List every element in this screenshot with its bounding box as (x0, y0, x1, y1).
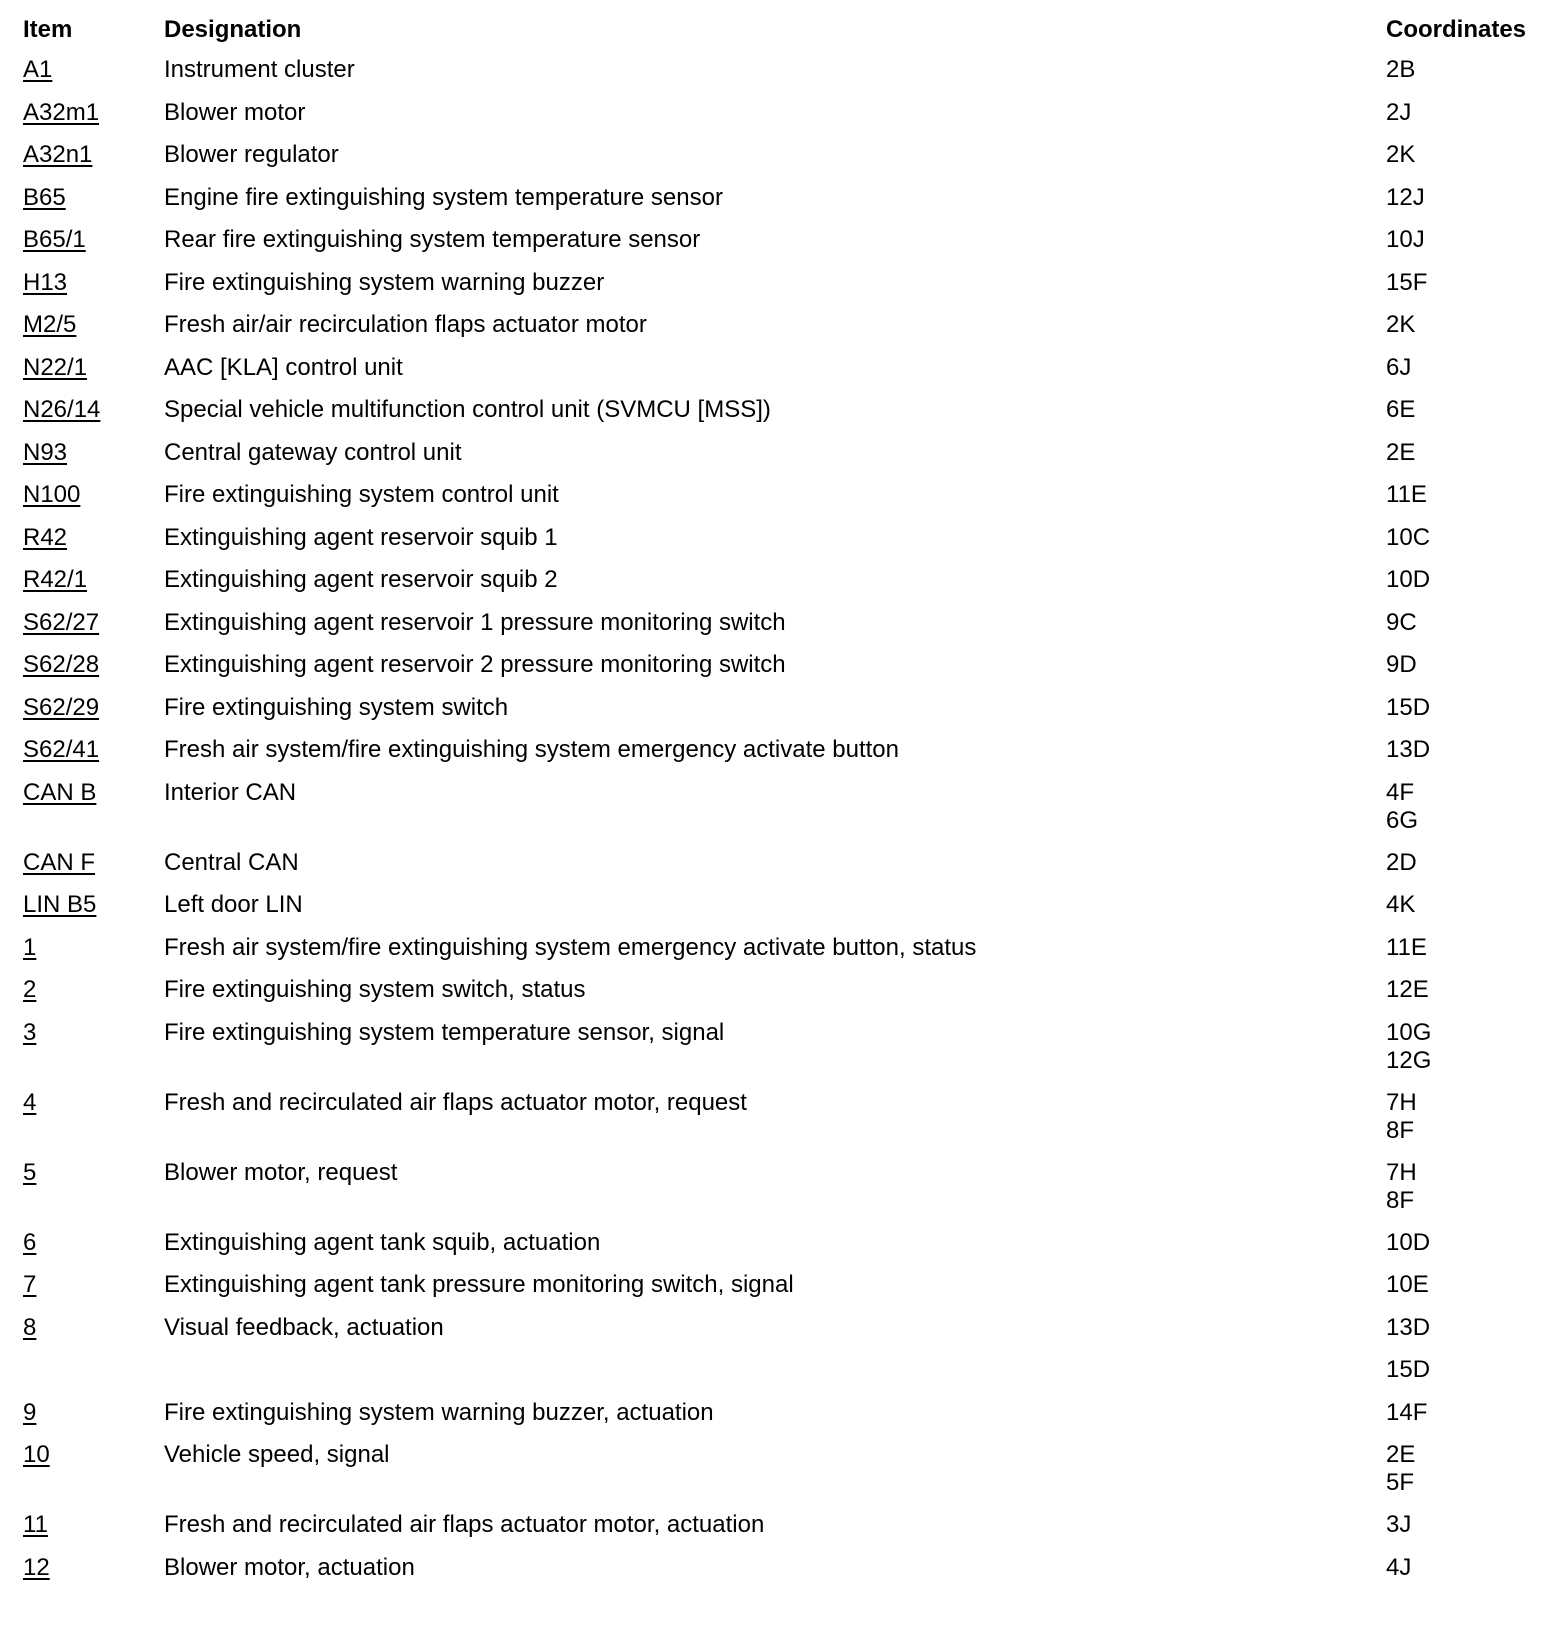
designation-cell: Fire extinguishing system warning buzzer (164, 268, 605, 296)
item-cell (23, 1271, 164, 1299)
designation-cell: Blower motor, request (164, 1158, 398, 1186)
coordinates-cell: 2J (1386, 98, 1412, 126)
item-cell (23, 1159, 164, 1187)
coordinates-cell: 12E (1386, 976, 1429, 1003)
coordinates-cell: 15F (1386, 268, 1428, 296)
designation-cell: Left door LIN (164, 891, 303, 918)
item-link[interactable]: N93 (23, 438, 68, 466)
coordinates-cell: 7H 8F (1386, 1158, 1417, 1214)
designation-cell: Fire extinguishing system switch, status (164, 976, 586, 1003)
designation-cell: AAC [KLA] control unit (164, 353, 403, 381)
designation-cell: Fresh and recirculated air flaps actuator motor, actuation (164, 1511, 765, 1538)
item-link[interactable]: N26/14 (23, 396, 101, 423)
item-cell (23, 141, 164, 169)
legend-row (23, 439, 1553, 482)
item-cell (23, 694, 164, 722)
designation-column-header: Designation (164, 16, 302, 43)
coordinates-cell: 2D (1386, 848, 1417, 876)
designation-cell: Fresh air system/fire extinguishing system emergency activate button, status (164, 933, 977, 961)
coordinates-cell: 14F (1386, 1398, 1428, 1426)
legend-row (23, 226, 1553, 269)
item-cell (23, 481, 164, 509)
designation-cell: Interior CAN (164, 778, 297, 806)
item-link[interactable]: S62/27 (23, 608, 100, 636)
item-link[interactable]: 10 (23, 1441, 50, 1468)
legend-row (23, 1019, 1553, 1089)
designation-cell: Special vehicle multifunction control unit (SVMCU [MSS]) (164, 396, 771, 423)
item-cell (23, 1019, 164, 1047)
designation-cell: Extinguishing agent reservoir 2 pressure monitoring switch (164, 651, 786, 678)
item-cell (23, 56, 164, 84)
designation-cell: Fire extinguishing system warning buzzer, actuation (164, 1398, 714, 1426)
item-link[interactable]: R42/1 (23, 566, 88, 593)
item-link[interactable]: R42 (23, 523, 68, 551)
item-cell (23, 934, 164, 962)
legend-row (23, 1229, 1553, 1272)
coordinates-cell: 10D (1386, 1228, 1431, 1256)
item-link[interactable]: 9 (23, 1398, 37, 1426)
item-link[interactable]: CAN B (23, 778, 97, 806)
coordinates-cell: 15D (1386, 693, 1431, 721)
item-link[interactable]: CAN F (23, 848, 95, 876)
coordinates-cell: 4F 6G (1386, 778, 1419, 834)
item-link[interactable]: 7 (23, 1271, 37, 1298)
item-link[interactable]: N22/1 (23, 353, 88, 381)
legend-row (23, 396, 1553, 439)
item-link[interactable]: B65/1 (23, 226, 86, 253)
item-link[interactable]: 2 (23, 976, 37, 1003)
designation-cell: Extinguishing agent tank squib, actuation (164, 1228, 601, 1256)
designation-cell: Instrument cluster (164, 56, 355, 83)
item-link[interactable]: 6 (23, 1228, 37, 1256)
coordinates-cell: 12J (1386, 183, 1425, 211)
legend-row (23, 524, 1553, 567)
item-link[interactable]: LIN B5 (23, 891, 97, 918)
item-cell (23, 1554, 164, 1582)
coordinates-cell: 2K (1386, 141, 1416, 168)
legend-row (23, 354, 1553, 397)
coordinates-cell: 9D (1386, 651, 1417, 678)
legend-row (23, 651, 1553, 694)
item-cell (23, 779, 164, 807)
legend-row (23, 1159, 1553, 1229)
item-cell (23, 849, 164, 877)
designation-cell: Fire extinguishing system control unit (164, 481, 559, 508)
legend-row (23, 1441, 1553, 1511)
item-cell (23, 269, 164, 297)
designation-cell: Fresh air system/fire extinguishing system emergency activate button (164, 736, 899, 763)
designation-cell: Fresh air/air recirculation flaps actuator motor (164, 311, 647, 338)
item-link[interactable]: M2/5 (23, 311, 77, 338)
designation-cell: Central CAN (164, 848, 299, 876)
item-cell (23, 396, 164, 424)
designation-cell: Visual feedback, actuation (164, 1313, 444, 1341)
coordinates-cell: 11E (1386, 481, 1427, 508)
item-link[interactable]: 8 (23, 1313, 37, 1341)
coordinates-cell: 10C (1386, 523, 1431, 551)
legend-row (23, 56, 1553, 99)
item-cell (23, 226, 164, 254)
designation-cell: Central gateway control unit (164, 438, 462, 466)
designation-cell: Extinguishing agent reservoir 1 pressure monitoring switch (164, 608, 786, 636)
item-link[interactable]: 12 (23, 1553, 50, 1581)
item-link[interactable]: 5 (23, 1158, 37, 1186)
legend-row (23, 976, 1553, 1019)
legend-row (23, 1314, 1553, 1357)
designation-cell: Extinguishing agent tank pressure monitoring switch, signal (164, 1271, 794, 1298)
coordinates-cell: 4K (1386, 891, 1416, 918)
legend-row (23, 736, 1553, 779)
coordinates-cell: 2K (1386, 311, 1416, 338)
legend-row (23, 694, 1553, 737)
legend-row (23, 566, 1553, 609)
coordinates-cell: 3J (1386, 1511, 1412, 1538)
coordinates-cell: 10D (1386, 566, 1431, 593)
coordinates-cell: 2B (1386, 56, 1416, 83)
item-cell (23, 1511, 164, 1539)
coordinates-cell: 15D (1386, 1356, 1431, 1383)
coordinates-cell: 6J (1386, 353, 1412, 381)
coordinates-cell: 9C (1386, 608, 1417, 636)
item-cell (23, 1441, 164, 1469)
item-link[interactable]: 3 (23, 1018, 37, 1046)
legend-rows (23, 56, 1553, 1596)
item-cell (23, 1314, 164, 1342)
item-link[interactable]: N100 (23, 481, 81, 508)
legend-row (23, 779, 1553, 849)
designation-cell: Engine fire extinguishing system temperature sensor (164, 183, 723, 211)
item-cell (23, 439, 164, 467)
legend-row (23, 269, 1553, 312)
coordinates-column-header: Coordinates (1386, 16, 1527, 43)
legend-row (23, 1271, 1553, 1314)
designation-cell: Rear fire extinguishing system temperature sensor (164, 226, 701, 253)
item-cell (23, 566, 164, 594)
designation-cell: Fresh and recirculated air flaps actuator motor, request (164, 1088, 747, 1116)
legend-row (23, 1399, 1553, 1442)
item-link[interactable]: 11 (23, 1511, 48, 1538)
designation-cell: Blower motor, actuation (164, 1553, 415, 1581)
item-cell (23, 609, 164, 637)
coordinates-cell: 4J (1386, 1553, 1412, 1581)
designation-cell: Fire extinguishing system switch (164, 693, 509, 721)
legend-row (23, 99, 1553, 142)
legend-row (23, 609, 1553, 652)
coordinates-cell: 2E 5F (1386, 1441, 1416, 1496)
designation-cell: Extinguishing agent reservoir squib 2 (164, 566, 558, 593)
item-cell (23, 1229, 164, 1257)
item-cell (23, 99, 164, 127)
legend-row (23, 184, 1553, 227)
item-cell (23, 976, 164, 1004)
item-link[interactable]: S62/41 (23, 736, 100, 763)
item-link[interactable]: B65 (23, 183, 66, 211)
coordinates-cell: 2E (1386, 438, 1416, 466)
item-cell (23, 1399, 164, 1427)
designation-cell: Extinguishing agent reservoir squib 1 (164, 523, 558, 551)
item-cell (23, 184, 164, 212)
legend-row (23, 849, 1553, 892)
legend-row (23, 1511, 1553, 1554)
coordinates-cell: 13D (1386, 736, 1431, 763)
legend-header-row (23, 16, 1553, 56)
legend-row (23, 1554, 1553, 1597)
coordinates-cell: 7H 8F (1386, 1088, 1417, 1144)
item-link[interactable]: 1 (23, 933, 37, 961)
designation-cell: Fire extinguishing system temperature sensor, signal (164, 1018, 725, 1046)
legend-table (23, 16, 1553, 1596)
designation-cell: Vehicle speed, signal (164, 1441, 390, 1468)
coordinates-cell: 10G 12G (1386, 1018, 1432, 1074)
item-link[interactable]: S62/28 (23, 651, 100, 678)
item-link[interactable]: 4 (23, 1088, 37, 1116)
item-link[interactable]: A32n1 (23, 141, 93, 168)
designation-cell: Blower motor (164, 98, 306, 126)
legend-row (23, 141, 1553, 184)
legend-row (23, 481, 1553, 524)
item-cell (23, 736, 164, 764)
legend-row (23, 934, 1553, 977)
item-cell (23, 354, 164, 382)
item-cell (23, 524, 164, 552)
item-link[interactable]: H13 (23, 268, 68, 296)
coordinates-cell: 10J (1386, 226, 1425, 253)
item-cell (23, 1089, 164, 1117)
legend-row (23, 1089, 1553, 1159)
item-link[interactable]: A1 (23, 56, 53, 83)
item-link[interactable]: A32m1 (23, 98, 100, 126)
legend-row (23, 1356, 1553, 1399)
legend-row (23, 891, 1553, 934)
coordinates-cell: 6E (1386, 396, 1416, 423)
coordinates-cell: 10E (1386, 1271, 1429, 1298)
designation-cell: Blower regulator (164, 141, 339, 168)
coordinates-cell: 11E (1386, 933, 1427, 961)
coordinates-cell: 13D (1386, 1313, 1431, 1341)
item-cell (23, 311, 164, 339)
item-column-header: Item (23, 16, 73, 43)
item-cell (23, 651, 164, 679)
item-cell (23, 891, 164, 919)
item-link[interactable]: S62/29 (23, 693, 100, 721)
legend-row (23, 311, 1553, 354)
